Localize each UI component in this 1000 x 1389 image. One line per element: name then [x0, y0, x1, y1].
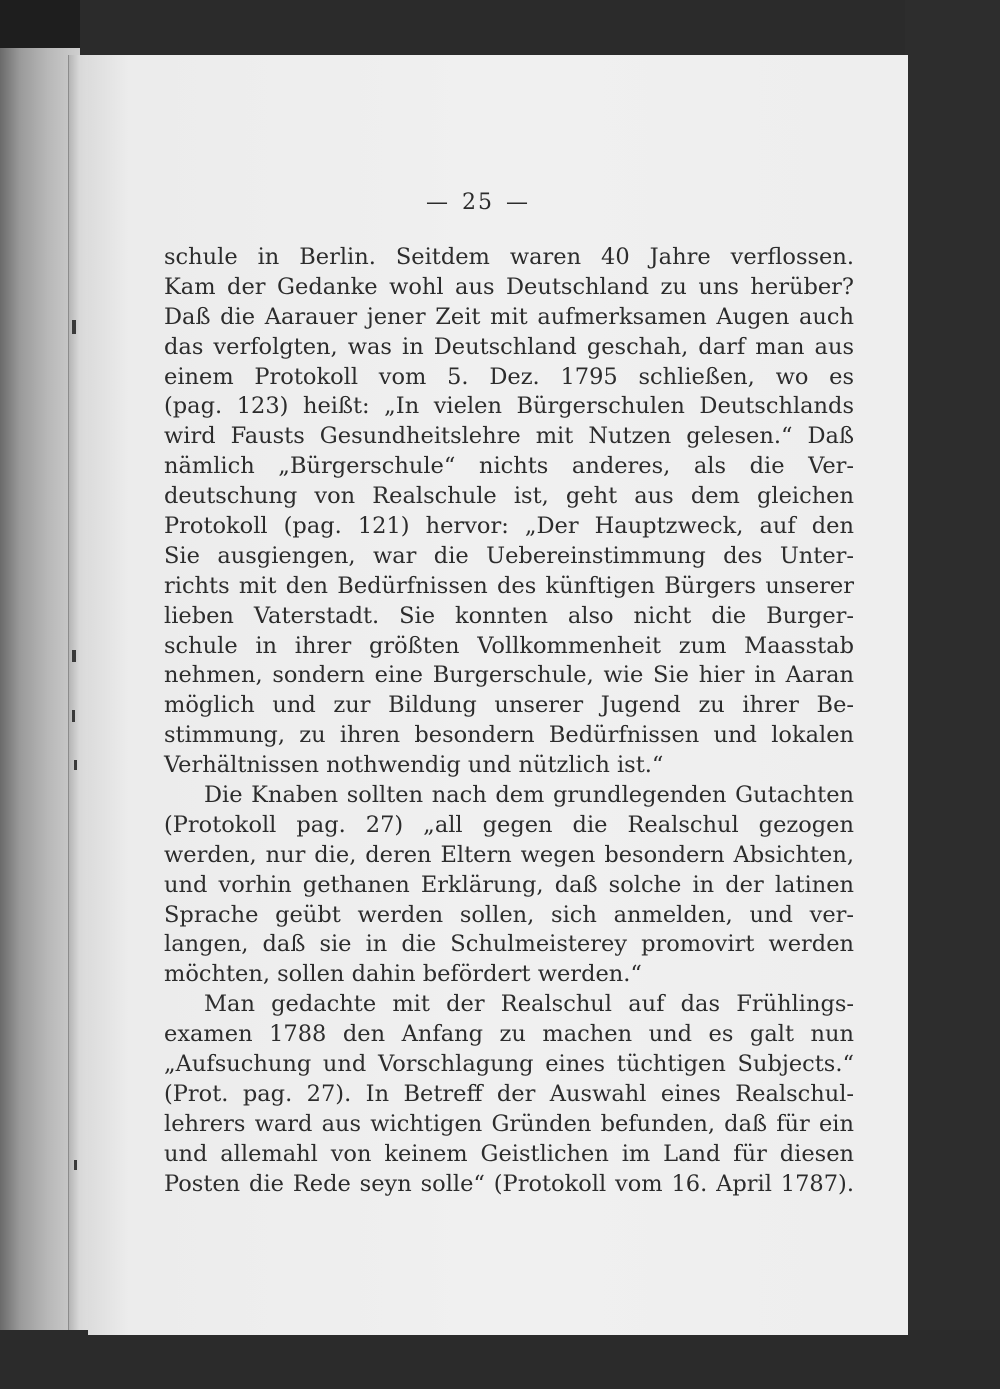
- body-text: [164, 243, 854, 1200]
- paragraph-start-line: Man gedachte mit der Realschul auf das Frühlings-: [204, 991, 854, 1018]
- text-line: nämlich „Bürgerschule“ nichts anderes, als die Ver-: [164, 453, 854, 480]
- page-number-header: [88, 190, 868, 215]
- scan-border-top-left: [0, 0, 80, 48]
- scan-artifact: [72, 650, 76, 662]
- text-line: lieben Vaterstadt. Sie konnten also nicht die Burger-: [164, 602, 854, 629]
- text-line: examen 1788 den Anfang zu machen und es galt nun: [164, 1021, 854, 1048]
- text-line: möglich und zur Bildung unserer Jugend zu ihrer Be-: [164, 692, 854, 719]
- page-number: 25: [462, 190, 494, 215]
- text-line: deutschung von Realschule ist, geht aus dem gleichen: [164, 483, 854, 510]
- text-line: langen, daß sie in die Schulmeisterey promovirt werden: [164, 931, 854, 958]
- text-line: und allemahl von keinem Geistlichen im Land für diesen: [164, 1140, 854, 1167]
- scan-border-right: [905, 0, 1000, 1389]
- text-line: werden, nur die, deren Eltern wegen besondern Absichten,: [164, 841, 854, 868]
- scan-artifact: [74, 1160, 77, 1170]
- text-line: möchten, sollen dahin befördert werden.“: [164, 961, 642, 988]
- text-line: Daß die Aarauer jener Zeit mit aufmerksamen Augen auch: [164, 303, 854, 330]
- scan-border-bottom: [0, 1330, 1000, 1389]
- text-line: schule in ihrer größten Vollkommenheit zum Maasstab: [164, 632, 854, 659]
- text-line: lehrers ward aus wichtigen Gründen befunden, daß für ein: [164, 1110, 854, 1137]
- header-dash-right: —: [506, 190, 530, 215]
- text-line: Protokoll (pag. 121) hervor: „Der Hauptzweck, auf den: [164, 513, 854, 540]
- text-line: (pag. 123) heißt: „In vielen Bürgerschulen Deutschlands: [164, 393, 854, 420]
- text-line: nehmen, sondern eine Burgerschule, wie Sie hier in Aaran: [164, 662, 854, 689]
- scan-artifact: [72, 710, 75, 722]
- scan-artifact: [74, 760, 77, 770]
- text-line: einem Protokoll vom 5. Dez. 1795 schließen, wo es: [164, 363, 854, 390]
- paragraph-start-line: Die Knaben sollten nach dem grundlegenden Gutachten: [204, 782, 854, 809]
- header-dash-left: —: [426, 190, 450, 215]
- text-line: Sprache geübt werden sollen, sich anmelden, und ver-: [164, 901, 854, 928]
- text-line: Verhältnissen nothwendig und nützlich ist.“: [164, 752, 664, 779]
- text-line: wird Fausts Gesundheitslehre mit Nutzen gelesen.“ Daß: [164, 423, 854, 450]
- scan-artifact: [72, 320, 76, 334]
- text-line: (Prot. pag. 27). In Betreff der Auswahl eines Realschul-: [164, 1080, 854, 1107]
- text-line: und vorhin gethanen Erklärung, daß solche in der latinen: [164, 871, 854, 898]
- text-line: (Protokoll pag. 27) „all gegen die Realschul gezogen: [164, 811, 854, 838]
- text-line: Kam der Gedanke wohl aus Deutschland zu uns herüber?: [164, 273, 854, 300]
- text-line: Posten die Rede seyn solle“ (Protokoll vom 16. April 1787).: [164, 1170, 854, 1197]
- text-line: schule in Berlin. Seitdem waren 40 Jahre verflossen.: [164, 244, 854, 270]
- text-line: richts mit den Bedürfnissen des künftigen Bürgers unserer: [164, 572, 854, 599]
- text-line: das verfolgten, was in Deutschland geschah, darf man aus: [164, 333, 854, 360]
- book-page: [88, 55, 908, 1335]
- text-line: Sie ausgiengen, war die Uebereinstimmung des Unter-: [164, 542, 854, 569]
- text-line: stimmung, zu ihren besondern Bedürfnissen und lokalen: [164, 722, 854, 749]
- text-line: „Aufsuchung und Vorschlagung eines tüchtigen Subjects.“: [164, 1051, 854, 1078]
